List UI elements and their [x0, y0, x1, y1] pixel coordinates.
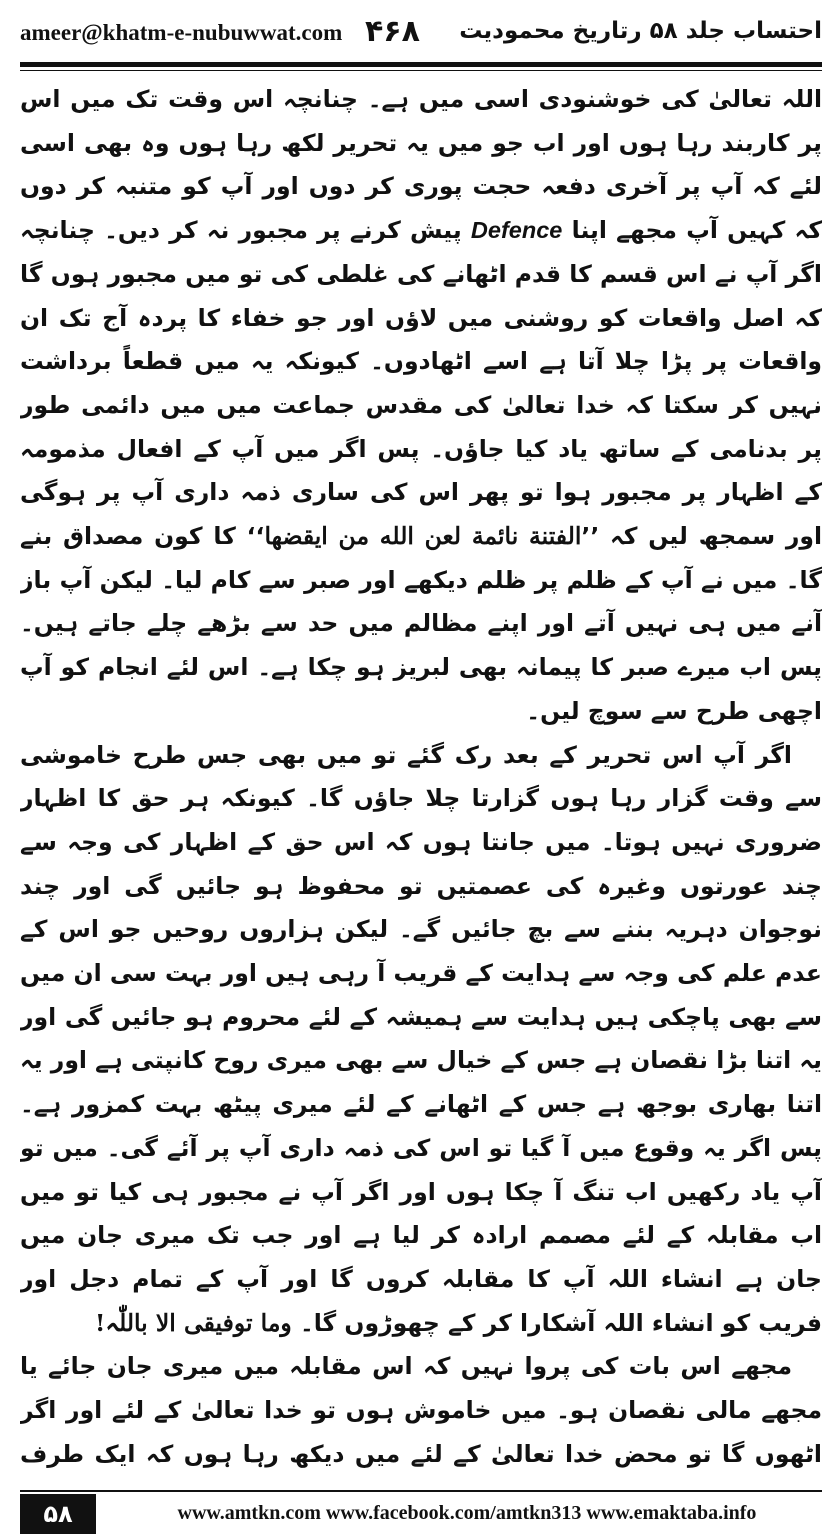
paragraph-3 — [20, 1345, 822, 1468]
paragraph-1-english-word: Defence — [470, 217, 563, 244]
footer-urls: www.amtkn.com www.facebook.com/amtkn313 www.emaktaba.info — [177, 1502, 757, 1524]
body-text — [20, 78, 822, 1468]
paragraph-1 — [20, 78, 822, 734]
paragraph-3-text: مجھے اس بات کی پروا نہیں کہ اس مقابلہ میں میری جان جائے یا مجھے مالی نقصان ہو۔ میں خاموش ہوں تو خدا تعالیٰ کے لئے اور اگر اٹھوں گا تو محض خدا تعالیٰ کے لئے میں دیکھ رہا ہوں کہ ایک طرف — [20, 1352, 822, 1468]
paragraph-2-arabic-phrase: وما توفیقی الا باللّٰہ! — [95, 1308, 292, 1337]
footer-rule — [20, 1490, 822, 1492]
header-page-number: ۴۶۸ — [365, 14, 420, 49]
paragraph-2 — [20, 734, 822, 1346]
header-book-title: احتساب جلد ۵۸ رتاریخ محمودیت — [459, 18, 822, 44]
paragraph-1-part-1: اللہ تعالیٰ کی خوشنودی اسی میں ہے۔ چنانچہ اس وقت تک میں اس پر کاربند رہا ہوں اور اب جو میں یہ تحریر لکھ رہا ہوں وہ بھی اسی لئے کہ آپ پر آخری دفعہ حجت پوری کر دوں اور آپ کو متنبہ کر دوں کہ کہیں آپ مجھے اپنا — [20, 85, 822, 245]
paragraph-2-text: اگر آپ اس تحریر کے بعد رک گئے تو میں بھی جس طرح خاموشی سے وقت گزار رہا ہوں گزارتا چلا جاؤں گا۔ کیونکہ ہر حق کا اظہار ضروری نہیں ہوتا۔ میں جانتا ہوں کہ اس حق کے اظہار کی وجہ سے چند عورتوں وغیرہ کی عصمتیں تو محفوظ ہو جائیں گی اور چند نوجوان دہریہ بننے سے بچ جائیں گے۔ لیکن ہزاروں روحیں جو اس کے عدم علم کی وجہ سے ہدایت کے قریب آ رہی ہیں اور بہت سی ان میں سے بھی پاچکی ہیں ہدایت سے ہمیشہ کے لئے محروم ہو جائیں گی اور یہ اتنا بڑا نقصان ہے جس کے خیال سے بھی میری روح کانپتی ہے اور یہ اتنا بھاری بوجھ ہے جس کے اٹھانے کے لئے میری پیٹھ بہت کمزور ہے۔ پس اگر یہ وقوع میں آ گیا تو اس کی ذمہ داری آپ پر آئے گی۔ میں تو آپ یاد رکھیں اب تنگ آ چکا ہوں اور اگر آپ نے مجبور ہی کیا تو میں اب مقابلہ کے لئے مصمم ارادہ کر لیا ہے اور جب تک میری جان میں جان ہے انشاء اللہ آپ کا مقابلہ کروں گا اور آپ کے تمام دجل اور فریب کو انشاء اللہ آشکارا کر کے چھوڑوں گا۔ — [20, 740, 822, 1337]
header-rule-thin — [20, 70, 822, 71]
paragraph-1-arabic-quote: الفتنة نائمة لعن الله من ایقضها — [264, 522, 582, 551]
paragraph-1-part-2: پیش کرنے پر مجبور نہ کر دیں۔ چنانچہ اگر آپ نے اس قسم کا قدم اٹھانے کی غلطی کی تو میں مجبور ہوں گا کہ اصل واقعات کو روشنی میں لاؤں اور جو خفاء کا پردہ آج تک ان واقعات پر پڑا چلا آتا ہے اسے اٹھادوں۔ کیونکہ یہ میں قطعاً برداشت نہیں کر سکتا کہ خدا تعالیٰ کی مقدس جماعت میں میں دائمی طور پر بدنامی کے ساتھ یاد کیا جاؤں۔ پس اگر میں آپ کے افعال مذمومہ کے اظہار پر مجبور ہوا تو پھر اس کی ساری ذمہ داری آپ پر ہوگی اور سمجھ لیں کہ ’’ — [20, 216, 822, 551]
footer-page-number: ۵۸ — [20, 1494, 96, 1534]
header-rule-thick — [20, 62, 822, 67]
page-header — [20, 14, 822, 58]
header-email: ameer@khatm-e-nubuwwat.com — [20, 20, 343, 45]
paragraph-1-part-3: ‘‘ کا کون مصداق بنے گا۔ میں نے آپ کے ظلم پر ظلم دیکھے اور صبر سے کام لیا۔ لیکن آپ باز آنے میں ہی نہیں آتے اور اپنے مظالم میں حد سے بڑھے چلے جاتے ہیں۔ پس اب میرے صبر کا پیمانہ بھی لبریز ہو چکا ہے۔ اس لئے انجام کو آپ اچھی طرح سے سوچ لیں۔ — [20, 522, 822, 725]
